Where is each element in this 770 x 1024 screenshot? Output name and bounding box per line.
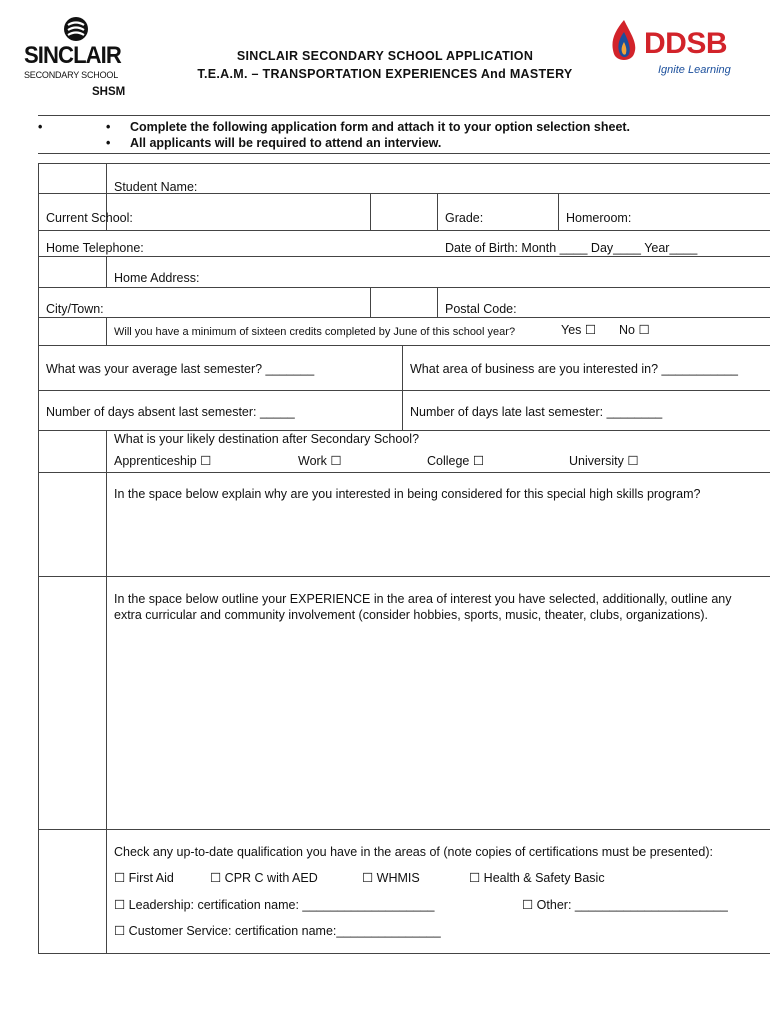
average-question: What was your average last semester? _______ [46, 362, 315, 376]
home-telephone-label: Home Telephone: [46, 241, 144, 255]
ddsb-logo [608, 16, 748, 80]
instruction-2: All applicants will be required to attend an interview. [130, 136, 442, 150]
grade-label: Grade: [445, 211, 484, 225]
qualification-customer-service-checkbox[interactable]: ☐ Customer Service: certification name:_______________ [114, 924, 441, 938]
current-school-label: Current School: [46, 211, 133, 225]
credits-yes-checkbox[interactable]: Yes ☐ [561, 323, 597, 337]
credits-no-checkbox[interactable]: No ☐ [619, 323, 650, 337]
sinclair-logo [24, 10, 128, 80]
qualification-leadership-checkbox[interactable]: ☐ Leadership: certification name: ___________________ [114, 898, 435, 912]
days-late-label: Number of days late last semester: ________ [410, 405, 663, 419]
home-address-label: Home Address: [114, 271, 200, 285]
form-title-line2: T.E.A.M. – TRANSPORTATION EXPERIENCES And MASTERY [197, 67, 573, 81]
destination-work-checkbox[interactable]: Work ☐ [298, 454, 342, 468]
shsm-label: SHSM [92, 86, 126, 98]
experience-answer-area[interactable] [110, 626, 765, 826]
sinclair-logo-subtext: SECONDARY SCHOOL [24, 70, 118, 80]
form-title-line1: SINCLAIR SECONDARY SCHOOL APPLICATION [236, 49, 534, 63]
destination-question: What is your likely destination after Secondary School? [114, 432, 420, 446]
qualification-other-checkbox[interactable]: ☐ Other: ______________________ [522, 898, 728, 912]
ddsb-tagline: Ignite Learning [658, 64, 731, 76]
destination-apprenticeship-checkbox[interactable]: Apprenticeship ☐ [114, 454, 212, 468]
explain-interest-prompt: In the space below explain why are you interested in being considered for this special high skills program? [114, 487, 701, 501]
experience-prompt: In the space below outline your EXPERIENCE in the area of interest you have selected, additionally, outline any extra curricular and community involvement (consider hobbies, sports, music, theater, clubs, organizations). [114, 592, 732, 622]
instruction-bullet-2: • [106, 136, 111, 150]
qualification-health-safety-checkbox[interactable]: ☐ Health & Safety Basic [469, 871, 605, 885]
qualification-cpr-checkbox[interactable]: ☐ CPR C with AED [210, 871, 318, 885]
student-name-label: Student Name: [114, 180, 198, 194]
qualification-whmis-checkbox[interactable]: ☐ WHMIS [362, 871, 420, 885]
destination-university-checkbox[interactable]: University ☐ [569, 454, 639, 468]
city-town-label: City/Town: [46, 302, 104, 316]
outer-bullet: • [38, 120, 43, 134]
homeroom-label: Homeroom: [566, 211, 632, 225]
explain-interest-answer-area[interactable] [110, 505, 765, 573]
date-of-birth-label: Date of Birth: Month ____ Day____ Year____ [445, 241, 698, 255]
business-area-question: What area of business are you interested in? ___________ [410, 362, 739, 376]
instruction-bullet-1: • [106, 120, 111, 134]
qualifications-prompt: Check any up-to-date qualification you have in the areas of (note copies of certifications must be presented): [114, 845, 713, 859]
destination-college-checkbox[interactable]: College ☐ [427, 454, 485, 468]
postal-code-label: Postal Code: [445, 302, 517, 316]
days-absent-label: Number of days absent last semester: _____ [46, 405, 295, 419]
instruction-1: Complete the following application form and attach it to your option selection sheet. [130, 120, 631, 134]
qualification-first-aid-checkbox[interactable]: ☐ First Aid [114, 871, 174, 885]
flame-icon [608, 18, 640, 66]
ddsb-logo-text: DDSB [644, 27, 728, 60]
sinclair-logo-text: SINCLAIR [24, 42, 121, 69]
credits-question: Will you have a minimum of sixteen credits completed by June of this school year? [114, 326, 516, 338]
